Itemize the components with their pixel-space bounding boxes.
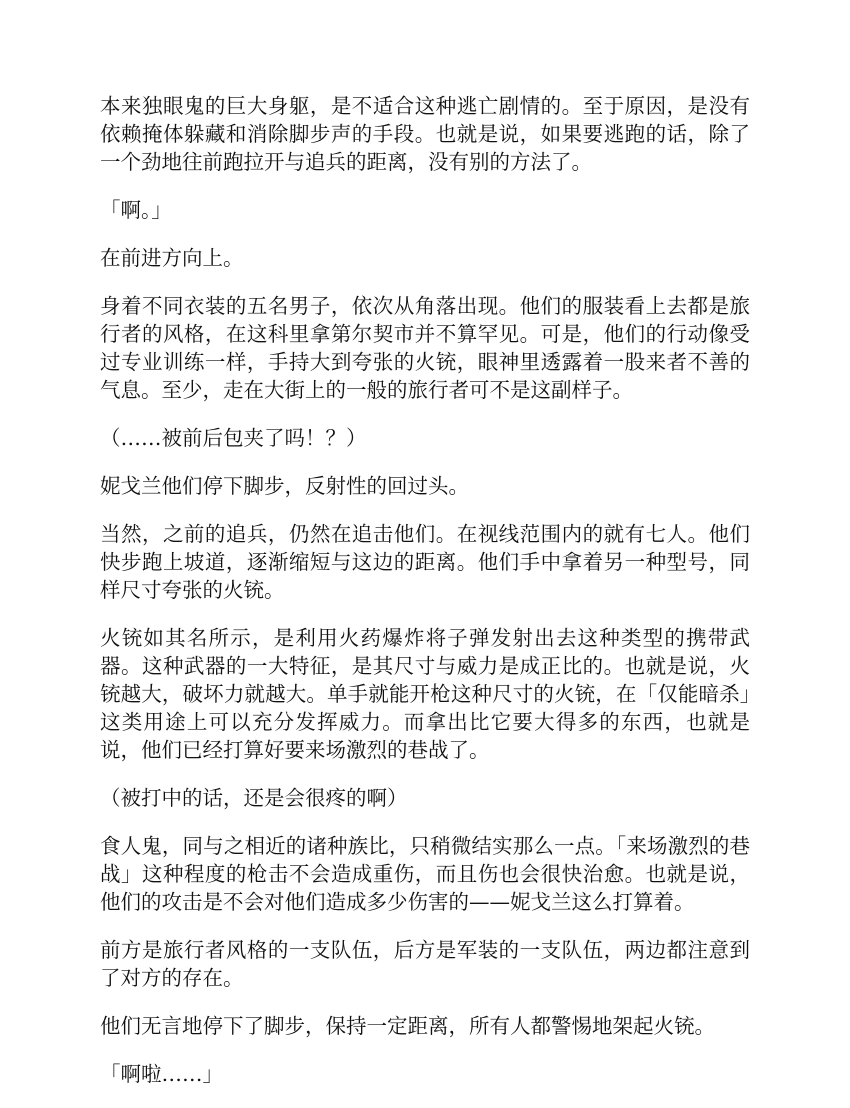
paragraph-11: 前方是旅行者风格的一支队伍，后方是军装的一支队伍，两边都注意到了对方的存在。 — [100, 938, 750, 990]
paragraph-3: 在前进方向上。 — [100, 246, 244, 270]
paragraph-5: （……被前后包夹了吗！？） — [100, 426, 367, 450]
paragraph-9: （被打中的话，还是会很疼的啊） — [100, 786, 408, 810]
paragraph-2: 「啊。」 — [100, 198, 172, 222]
paragraph-1: 本来独眼鬼的巨大身躯，是不适合这种逃亡剧情的。至于原因，是没有依赖掩体躲藏和消除脚步声的手段。也就是说，如果要逃跑的话，除了一个劲地往前跑拉开与追兵的距离，没有别的方法了。 — [100, 94, 750, 174]
paragraph-6: 妮戈兰他们停下脚步，反射性的回过头。 — [100, 474, 469, 498]
paragraph-10: 食人鬼，同与之相近的诸种族比，只稍微结实那么一点。「来场激烈的巷战」这种程度的枪击不会造成重伤，而且伤也会很快治愈。也就是说，他们的攻击是不会对他们造成多少伤害的——妮戈兰这么打算着。 — [100, 834, 750, 914]
paragraph-13: 「啊啦……」 — [100, 1062, 223, 1086]
paragraph-7: 当然，之前的追兵，仍然在追击他们。在视线范围内的就有七人。他们快步跑上坡道，逐渐缩短与这边的距离。他们手中拿着另一种型号，同样尺寸夸张的火铳。 — [100, 522, 750, 602]
paragraph-8: 火铳如其名所示，是利用火药爆炸将子弹发射出去这种类型的携带武器。这种武器的一大特征，是其尺寸与威力是成正比的。也就是说，火铳越大，破坏力就越大。单手就能开枪这种尺寸的火铳，在「仅能暗杀」这类用途上可以充分发挥威力。而拿出比它要大得多的东西，也就是说，他们已经打算好要来场激烈的巷战了。 — [100, 626, 750, 762]
paragraph-4: 身着不同衣装的五名男子，依次从角落出现。他们的服装看上去都是旅行者的风格，在这科里拿第尔契市并不算罕见。可是，他们的行动像受过专业训练一样，手持大到夸张的火铳，眼神里透露着一股来者不善的气息。至少，走在大街上的一般的旅行者可不是这副样子。 — [100, 294, 750, 402]
document-body — [100, 92, 750, 1108]
paragraph-12: 他们无言地停下了脚步，保持一定距离，所有人都警惕地架起火铳。 — [100, 1014, 715, 1038]
